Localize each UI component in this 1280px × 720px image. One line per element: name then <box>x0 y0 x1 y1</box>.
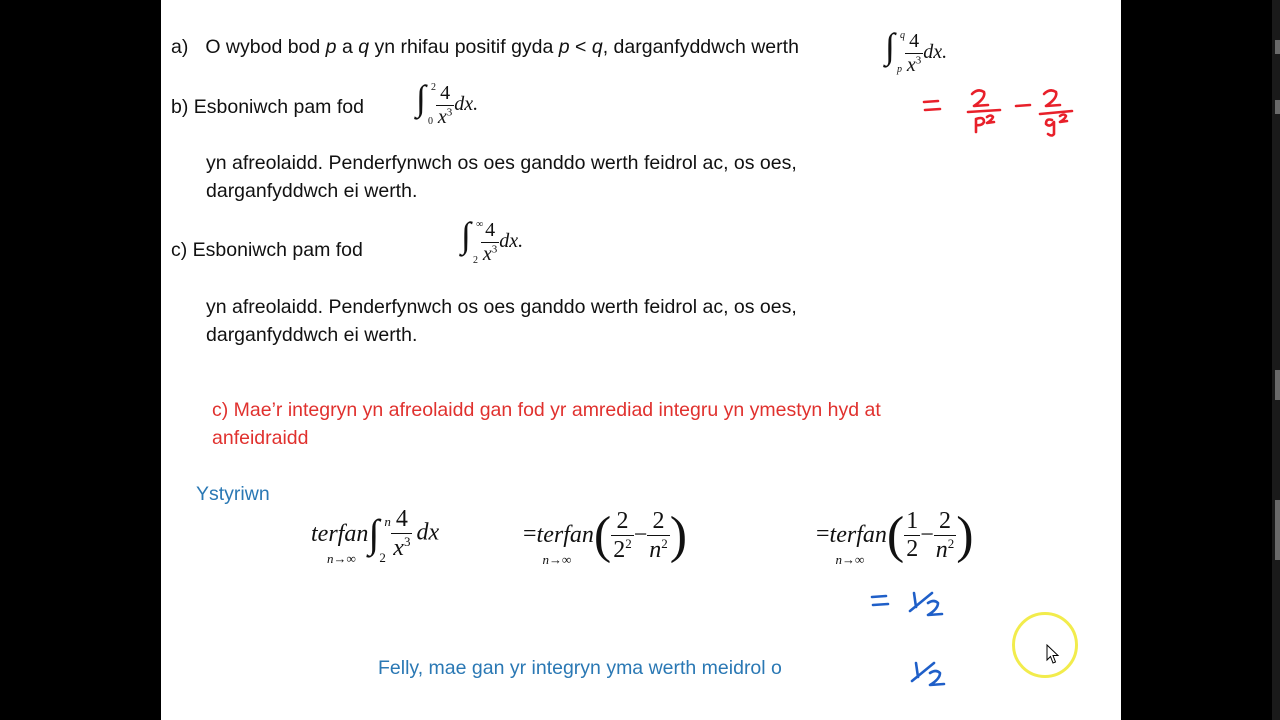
answer-c-line-1: c) Mae’r integryn yn afreolaidd gan fod yr amrediad integru yn ymestyn hyd at <box>212 399 881 421</box>
limit-word-1: terfan <box>311 520 369 547</box>
limit-sub-1: n→∞ <box>327 550 356 566</box>
expr3-fraction-1 <box>904 508 920 563</box>
expr2-num2: 2 <box>652 507 665 534</box>
integral-sign: ∫ <box>885 26 895 66</box>
integral-a-upper: q <box>900 30 905 41</box>
expr2-den1-base: 2 <box>613 536 626 563</box>
expr1-den-base: x <box>393 535 404 561</box>
expr1-den-exp: 3 <box>403 534 411 549</box>
consider-label: Ystyriwn <box>196 483 270 505</box>
integral-b <box>416 80 478 129</box>
expr1-numerator: 4 <box>395 506 408 532</box>
question-b-line-2: darganfyddwch ei werth. <box>206 180 418 202</box>
less-than: < <box>569 36 592 58</box>
question-a <box>171 36 799 59</box>
question-b-line-1: yn afreolaidd. Penderfynwch os oes ganddo werth feidrol ac, os oes, <box>206 152 797 174</box>
expr2-minus: − <box>633 522 648 548</box>
integral-sign: ∫ <box>368 511 380 556</box>
expr2-num1: 2 <box>616 507 629 534</box>
integral-c-fraction <box>481 219 499 266</box>
slide <box>161 0 1121 720</box>
integral-c-upper: ∞ <box>476 219 484 230</box>
limit-word-3: terfan <box>829 522 887 548</box>
var-p-2: p <box>558 36 570 58</box>
integral-b-numerator: 4 <box>440 81 451 104</box>
handwritten-blue-result <box>866 585 956 621</box>
expr2-den2-exp: 2 <box>661 535 668 551</box>
handwritten-red-answer <box>916 82 1096 138</box>
integral-a-fraction <box>905 30 923 77</box>
question-c-label: c) Esboniwch pam fod <box>171 239 363 261</box>
limit-expr-3 <box>816 506 974 565</box>
question-c-line-2: darganfyddwch ei werth. <box>206 324 418 346</box>
limit-sub-2: n→∞ <box>542 552 572 567</box>
expr3-den1: 2 <box>906 536 919 562</box>
integral-a-lower: p <box>897 64 902 75</box>
expr1-tail: dx <box>416 519 440 546</box>
expr3-num1: 1 <box>906 508 919 534</box>
expr1-fraction <box>391 506 412 562</box>
var-q-2: q <box>591 36 603 58</box>
expr3-num2: 2 <box>939 507 951 534</box>
expr3-den2-exp: 2 <box>947 535 955 551</box>
expr3-left-paren: ( <box>886 507 905 564</box>
mouse-pointer-icon <box>1046 644 1060 666</box>
expr2-den2-base: n <box>649 536 662 563</box>
expr3-right-paren: ) <box>956 507 974 564</box>
question-a-text-1: O wybod bod <box>205 36 326 58</box>
expr2-left-paren: ( <box>593 507 612 564</box>
limit-word-2: terfan <box>536 522 594 548</box>
expr2-fraction-1 <box>611 508 634 564</box>
expr1-upper: n <box>384 514 391 529</box>
expr1-lower: 2 <box>379 550 386 565</box>
limit-sub-3: n→∞ <box>835 552 865 567</box>
integral-c-den-base: x <box>482 242 492 265</box>
question-a-text-2: yn rhifau positif gyda <box>369 36 559 58</box>
expr3-fraction-2 <box>934 508 957 564</box>
integral-c-numerator: 4 <box>485 218 496 241</box>
var-p: p <box>325 36 337 58</box>
expr2-right-paren: ) <box>669 507 688 564</box>
question-a-label: a) <box>171 36 189 58</box>
integral-c-den-exp: 3 <box>491 243 498 256</box>
integral-a <box>885 28 947 77</box>
integral-b-den-base: x <box>437 105 447 128</box>
scrollbar-marker <box>1275 370 1280 400</box>
scrollbar-marker <box>1275 40 1280 54</box>
scrollbar-thumb[interactable] <box>1275 500 1280 560</box>
expr3-equals: = <box>816 521 830 548</box>
integral-b-den-exp: 3 <box>446 106 453 119</box>
cursor-highlight-ring <box>1012 612 1078 678</box>
expr2-den1-exp: 2 <box>625 535 632 551</box>
expr3-minus: − <box>920 522 934 548</box>
integral-a-tail: dx. <box>923 41 948 63</box>
question-c-line-1: yn afreolaidd. Penderfynwch os oes ganddo werth feidrol ac, os oes, <box>206 296 797 318</box>
scrollbar-marker <box>1275 100 1280 114</box>
word-and: a <box>336 36 359 58</box>
integral-sign: ∫ <box>416 78 426 118</box>
integral-c-tail: dx. <box>499 230 524 252</box>
integral-c-lower: 2 <box>473 255 478 266</box>
limit-expr-1 <box>311 506 440 566</box>
expr2-equals: = <box>523 521 537 548</box>
integral-c <box>461 217 523 266</box>
integral-b-tail: dx. <box>454 93 479 115</box>
conclusion-text: Felly, mae gan yr integryn yma werth meidrol o <box>378 657 782 679</box>
scrollbar[interactable] <box>1272 0 1280 720</box>
answer-c-line-2: anfeidraidd <box>212 427 309 449</box>
integral-b-upper: 2 <box>431 82 436 93</box>
expr3-den2-base: n <box>935 536 948 563</box>
integral-a-den-base: x <box>906 53 916 76</box>
integral-b-lower: 0 <box>428 116 433 127</box>
integral-b-fraction <box>436 82 454 129</box>
integral-a-den-exp: 3 <box>915 54 922 67</box>
question-b-label: b) Esboniwch pam fod <box>171 96 364 118</box>
integral-sign: ∫ <box>461 215 471 255</box>
var-q: q <box>358 36 370 58</box>
question-a-text-3: , darganfyddwch werth <box>602 36 799 58</box>
limit-expr-2 <box>523 506 687 565</box>
integral-a-numerator: 4 <box>909 29 920 52</box>
expr2-fraction-2 <box>647 508 670 564</box>
handwritten-blue-final <box>906 657 956 691</box>
